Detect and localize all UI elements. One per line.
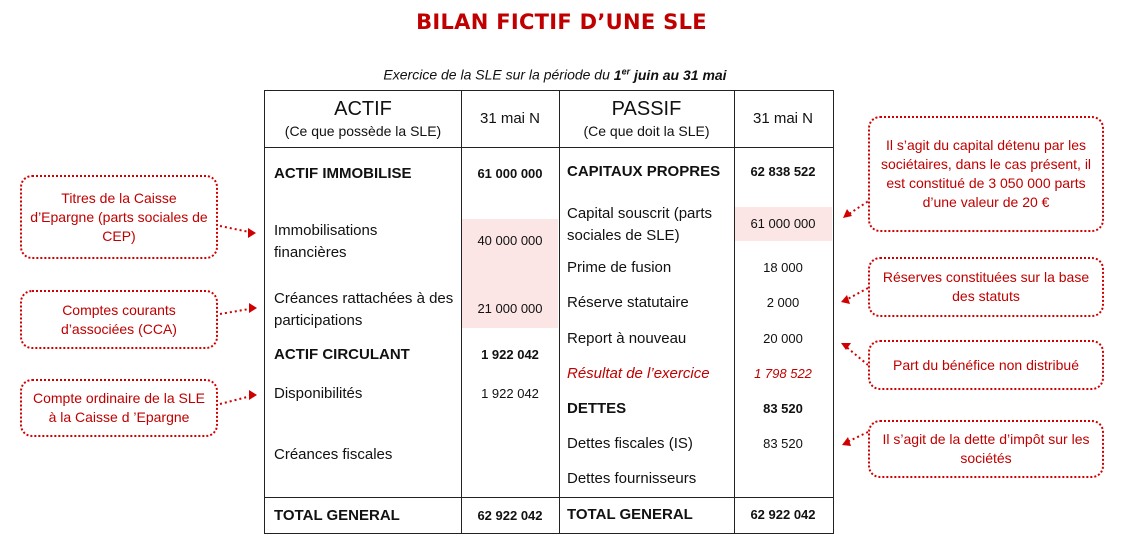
- arrow-head: [248, 228, 256, 238]
- actif-subheading: (Ce que possède la SLE): [284, 123, 442, 139]
- passif-row-label: Réserve statutaire: [567, 294, 689, 311]
- arrow-head: [841, 343, 851, 350]
- passif-row-value: 2 000: [766, 295, 800, 310]
- actif-total-value: 62 922 042: [477, 508, 543, 523]
- passif-row-label: Report à nouveau: [567, 330, 687, 347]
- actif-row-value: 1 922 042: [481, 347, 539, 362]
- total-divider: [265, 497, 833, 498]
- actif-row-value: 40 000 000: [477, 233, 543, 248]
- arrow-head: [842, 437, 851, 446]
- subtitle-suffix: juin au 31 mai: [630, 66, 727, 83]
- callout-capital: Il s’agit du capital détenu par les sociétaires, dans le cas présent, il est constitué de 3 050 000 parts d’une valeur de 20 €: [868, 116, 1104, 232]
- passif-row-label: DETTES: [567, 400, 627, 417]
- divider-actif-passif: [559, 91, 560, 533]
- connector-line: [220, 308, 255, 314]
- passif-row-value: 18 000: [763, 260, 803, 275]
- arrow-head: [841, 295, 850, 304]
- actif-row-value: 21 000 000: [477, 301, 543, 316]
- passif-heading: PASSIF: [611, 98, 682, 120]
- arrow-head: [249, 303, 257, 313]
- callout-reserves: Réserves constituées sur la base des statuts: [868, 257, 1104, 317]
- passif-row-label: Résultat de l’exercice: [567, 365, 710, 382]
- arrow-head: [843, 209, 852, 218]
- actif-row-label: Créances fiscales: [274, 446, 393, 463]
- passif-date: 31 mai N: [752, 110, 814, 127]
- callout-benefice: Part du bénéfice non distribué: [868, 340, 1104, 390]
- connector-line: [844, 288, 868, 301]
- actif-row-label: Immobilisations financières: [274, 222, 378, 261]
- actif-row-value: 61 000 000: [477, 166, 543, 181]
- subtitle-prefix: Exercice de la SLE sur la période du: [383, 66, 614, 83]
- actif-heading: ACTIF: [334, 98, 392, 120]
- period-subtitle: [330, 66, 780, 83]
- passif-row-label: CAPITAUX PROPRES: [567, 163, 721, 180]
- actif-row-label: ACTIF IMMOBILISE: [274, 165, 412, 182]
- callout-dette-impot: Il s’agit de la dette d’impôt sur les sociétés: [868, 420, 1104, 478]
- passif-row-value: 61 000 000: [750, 216, 816, 231]
- subtitle-sup: er: [621, 66, 631, 76]
- passif-row-label: Capital souscrit (parts sociales de SLE): [567, 205, 713, 244]
- actif-total-label: TOTAL GENERAL: [274, 507, 400, 524]
- connector-line: [220, 226, 254, 233]
- balance-sheet-table: [264, 90, 834, 534]
- actif-date: 31 mai N: [479, 110, 541, 127]
- passif-row-value: 83 520: [763, 401, 803, 416]
- actif-row-value: 1 922 042: [481, 386, 539, 401]
- subtitle-day: 1: [613, 66, 622, 83]
- passif-total-value: 62 922 042: [750, 507, 816, 522]
- connector-line: [845, 432, 868, 443]
- connector-line: [220, 395, 255, 404]
- passif-row-value: 83 520: [763, 436, 803, 451]
- page-title: BILAN FICTIF D’UNE SLE: [416, 10, 707, 34]
- passif-row-label: Dettes fiscales (IS): [567, 435, 693, 452]
- passif-row-value: 20 000: [763, 331, 803, 346]
- passif-row-value: 1 798 522: [754, 366, 812, 381]
- passif-row-value: 62 838 522: [750, 164, 816, 179]
- header-divider: [265, 147, 833, 148]
- callout-compte-ordinaire: Compte ordinaire de la SLE à la Caisse d ’Epargne: [20, 379, 218, 437]
- actif-row-label: Disponibilités: [274, 385, 363, 402]
- callout-cca: Comptes courants d’associées (CCA): [20, 290, 218, 349]
- connector-line: [844, 345, 868, 365]
- passif-subheading: (Ce que doit la SLE): [583, 123, 710, 139]
- actif-row-label: Créances rattachées à des participations: [274, 290, 454, 329]
- actif-row-label: ACTIF CIRCULANT: [274, 346, 410, 363]
- passif-row-label: Dettes fournisseurs: [567, 470, 697, 487]
- callout-titres-cep: Titres de la Caisse d’Epargne (parts sociales de CEP): [20, 175, 218, 259]
- passif-total-label: TOTAL GENERAL: [567, 506, 693, 523]
- arrow-head: [249, 390, 257, 400]
- passif-row-label: Prime de fusion: [567, 259, 672, 276]
